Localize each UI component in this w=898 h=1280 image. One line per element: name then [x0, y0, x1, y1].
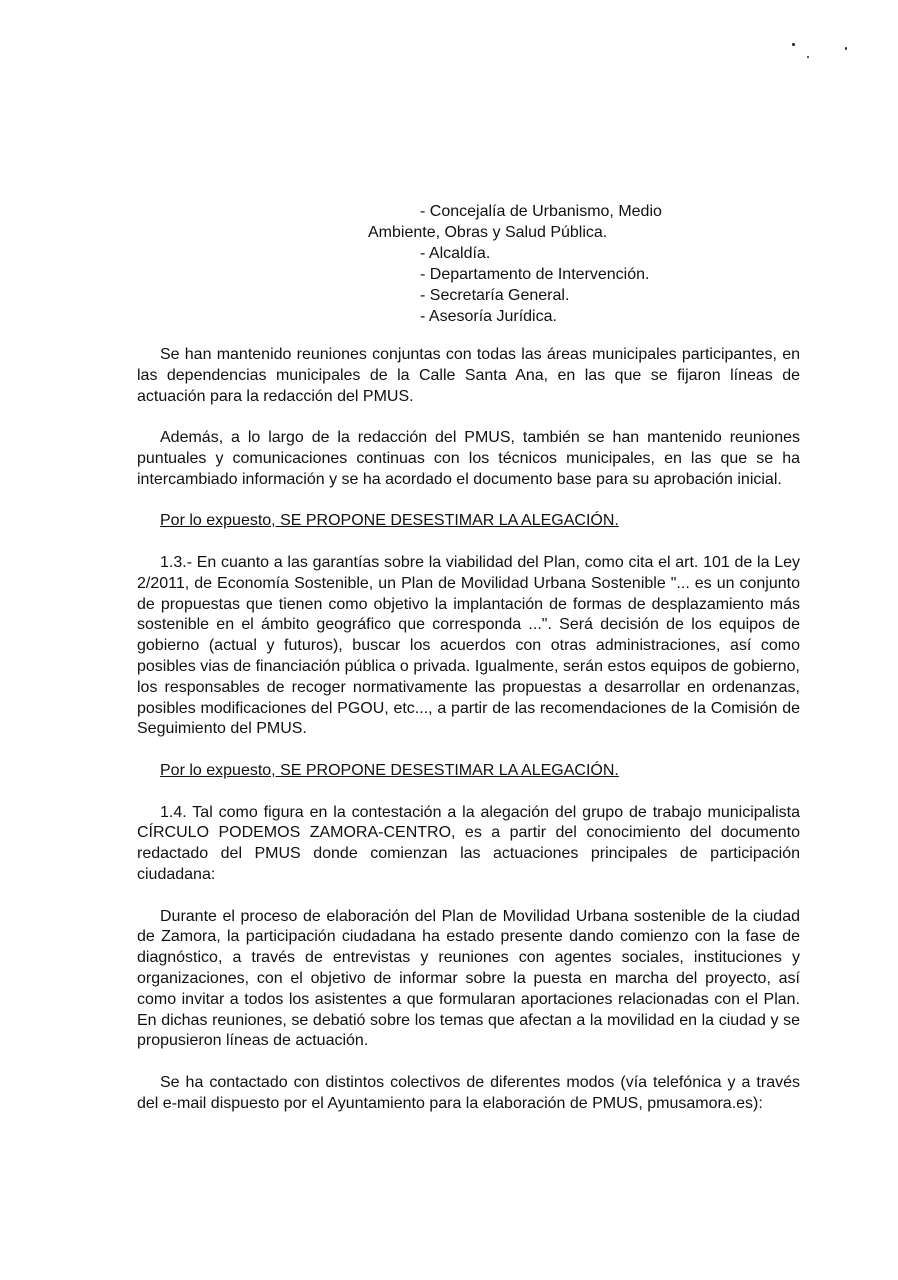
paragraph: 1.3.- En cuanto a las garantías sobre la viabilidad del Plan, como cita el art. 101 de la Ley 2/2011, de Economía Sostenible, un Plan de Movilidad Urbana Sostenible "... es un conjunto de propuestas que tienen como objetivo la implantación de formas de desplazamiento más sostenible en el ámbito geográfico que corresponda ...". Será decisión de los equipos de gobierno (actual y futuros), buscar los acuerdos con otras administraciones, así como posibles vias de financiación pública o privada. Igualmente, serán estos equipos de gobierno, los responsables de recoger normativamente las propuestas a desarrollar en ordenanzas, posibles modificaciones del PGOU, etc..., a partir de las recomendaciones de la Comisión de Seguimiento del PMUS. [137, 553, 800, 738]
departments-list [368, 201, 808, 327]
scan-speck [792, 43, 795, 46]
paragraph: Durante el proceso de elaboración del Plan de Movilidad Urbana sostenible de la ciudad de Zamora, la participación ciudadana ha estado presente dando comienzo con la fase de diagnóstico, a través de entrevistas y reuniones con agentes sociales, instituciones y organizaciones, con el objetivo de informar sobre la puesta en marcha del proyecto, así como invitar a todos los asistentes a que formularan aportaciones relacionadas con el Plan. En dichas reuniones, se debatió sobre los temas que afectan a la movilidad en la ciudad y se propusieron líneas de actuación. [137, 907, 800, 1050]
list-item: - Departamento de Intervención. [420, 266, 650, 283]
scan-speck [807, 56, 809, 58]
list-item: - Alcaldía. [420, 245, 491, 262]
paragraph: Se han mantenido reuniones conjuntas con todas las áreas municipales participantes, en las dependencias municipales de la Calle Santa Ana, en las que se fijaron líneas de actuación para la redacción del PMUS. [137, 346, 800, 405]
paragraph: Además, a lo largo de la redacción del PMUS, también se han mantenido reuniones puntuales y comunicaciones continuas con los técnicos municipales, en las que se ha intercambiado información y se ha acordado el documento base para su aprobación inicial. [137, 429, 800, 488]
list-line: - Concejalía de Urbanismo, Medio [420, 203, 662, 220]
list-item: - Asesoría Jurídica. [420, 308, 557, 325]
list-item: - Secretaría General. [420, 287, 570, 304]
paragraph: 1.4. Tal como figura en la contestación a la alegación del grupo de trabajo municipalista CÍRCULO PODEMOS ZAMORA-CENTRO, es a partir del conocimiento del documento redactado del PMUS donde comienzan las actuaciones principales de participación ciudadana: [137, 803, 800, 883]
list-line: Ambiente, Obras y Salud Pública. [368, 224, 608, 241]
paragraph: Se ha contactado con distintos colectivos de diferentes modos (vía telefónica y a través del e-mail dispuesto por el Ayuntamiento para la elaboración de PMUS, pmusamora.es): [137, 1073, 800, 1112]
proposal-statement: Por lo expuesto, SE PROPONE DESESTIMAR LA ALEGACIÓN. [160, 761, 619, 779]
scan-speck [845, 47, 847, 50]
proposal-statement: Por lo expuesto, SE PROPONE DESESTIMAR LA ALEGACIÓN. [160, 512, 619, 530]
document-body [137, 345, 800, 1135]
